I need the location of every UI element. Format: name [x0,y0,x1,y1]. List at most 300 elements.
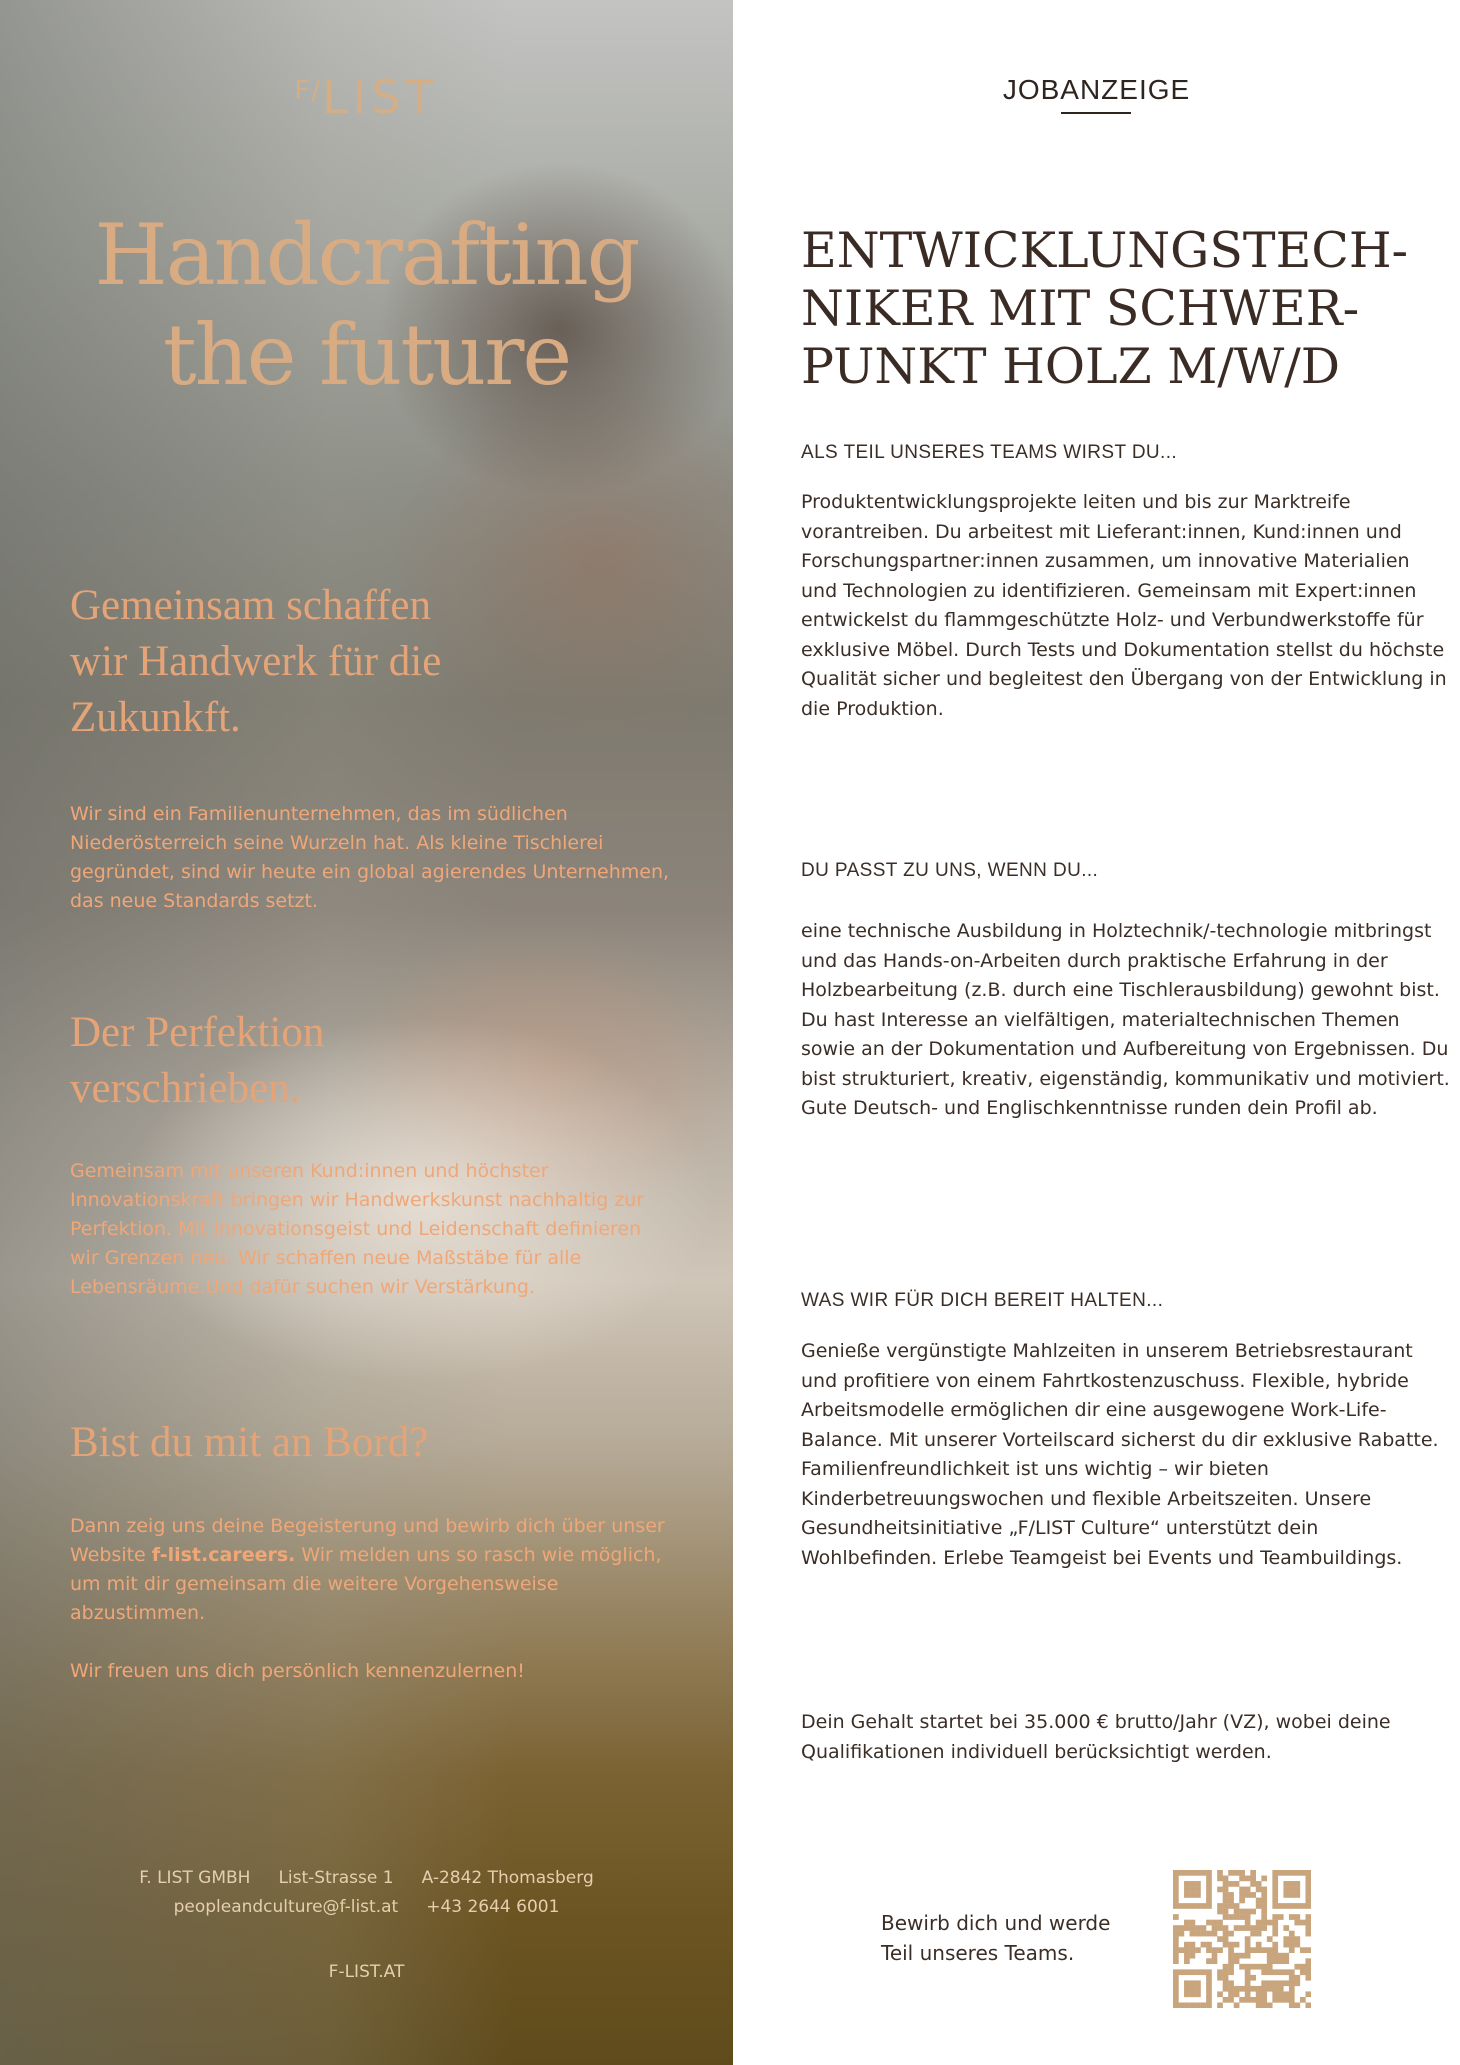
qr-module [1190,1986,1196,1992]
qr-module [1294,1980,1300,1986]
qr-module [1184,1870,1190,1876]
qr-module [1195,1969,1201,1975]
qr-module [1239,1898,1245,1904]
qr-module [1250,1876,1256,1882]
qr-module [1289,1870,1295,1876]
qr-module [1256,1931,1262,1937]
qr-module [1173,1986,1179,1992]
qr-module [1217,1870,1223,1876]
qr-module [1190,1881,1196,1887]
qr-module [1250,1909,1256,1915]
footer-url[interactable]: F-LIST.AT [328,1962,405,1982]
qr-module [1278,1991,1284,1997]
qr-module [1234,1953,1240,1959]
qr-module [1206,1892,1212,1898]
qr-module [1190,1980,1196,1986]
qr-module [1278,1870,1284,1876]
qr-module [1195,2002,1201,2008]
qr-module [1206,1870,1212,1876]
qr-module [1217,1947,1223,1953]
qr-module [1272,1980,1278,1986]
qr-module [1256,1920,1262,1926]
cta-text: Bewirb dich und werde Teil unseres Teams. [881,1911,1111,1965]
qr-module [1250,1986,1256,1992]
qr-module [1256,1986,1262,1992]
qr-module [1179,1870,1185,1876]
qr-module [1239,1870,1245,1876]
qr-module [1190,1887,1196,1893]
qr-module [1272,1925,1278,1931]
qr-module [1184,1925,1190,1931]
qr-module [1250,1975,1256,1981]
qr-module [1201,1925,1207,1931]
qr-module [1173,1914,1179,1920]
qr-module [1272,1942,1278,1948]
qr-module [1228,1903,1234,1909]
qr-module [1184,1991,1190,1997]
qr-module [1223,1986,1229,1992]
qr-module [1278,1958,1284,1964]
qr-module [1206,1969,1212,1975]
qr-module [1245,1964,1251,1970]
qr-module [1184,1958,1190,1964]
qr-module [1300,1920,1306,1926]
qr-module [1256,1964,1262,1970]
qr-module [1234,1914,1240,1920]
qr-module [1179,1903,1185,1909]
qr-module [1228,1898,1234,1904]
qr-module [1195,1903,1201,1909]
qr-module [1228,1953,1234,1959]
qr-module [1272,1887,1278,1893]
qr-module [1272,1892,1278,1898]
qr-module [1267,1920,1273,1926]
qr-module [1184,1969,1190,1975]
qr-module [1228,1958,1234,1964]
qr-module [1206,1975,1212,1981]
qr-module [1217,1887,1223,1893]
qr-module [1190,1969,1196,1975]
qr-module [1283,1942,1289,1948]
qr-module [1195,1887,1201,1893]
qr-module [1256,1991,1262,1997]
qr-module [1190,1931,1196,1937]
qr-module [1228,1947,1234,1953]
qr-module [1223,1975,1229,1981]
qr-module [1228,1997,1234,2003]
qr-module [1234,1881,1240,1887]
qr-module [1256,1925,1262,1931]
qr-module [1212,1958,1218,1964]
footer-company: F. LIST GMBH [139,1868,251,1888]
qr-module [1223,1909,1229,1915]
qr-module [1294,1936,1300,1942]
qr-module [1250,1925,1256,1931]
qr-module [1272,1958,1278,1964]
qr-module [1173,1980,1179,1986]
qr-module [1195,1991,1201,1997]
qr-module [1272,1881,1278,1887]
qr-module [1206,1898,1212,1904]
qr-module [1173,1975,1179,1981]
qr-module [1283,1997,1289,2003]
qr-module [1234,1870,1240,1876]
qr-module [1234,1991,1240,1997]
qr-module [1190,1953,1196,1959]
qr-module [1305,1892,1311,1898]
qr-module [1223,1881,1229,1887]
qr-module [1305,1925,1311,1931]
qr-module [1223,1887,1229,1893]
qr-module [1173,1876,1179,1882]
qr-module [1289,1942,1295,1948]
qr-module [1272,1903,1278,1909]
qr-module [1195,1980,1201,1986]
qr-module [1289,1997,1295,2003]
qr-module [1201,1931,1207,1937]
qr-module [1223,1925,1229,1931]
qr-module [1173,1953,1179,1959]
qr-module [1245,1909,1251,1915]
qr-module [1267,1980,1273,1986]
qr-module [1173,1881,1179,1887]
qr-module [1278,1953,1284,1959]
qr-module [1305,1969,1311,1975]
qr-module [1206,1931,1212,1937]
qr-module [1261,1997,1267,2003]
qr-module [1305,1898,1311,1904]
website-link[interactable]: f-list.careers. [151,1544,296,1566]
qr-module [1294,1870,1300,1876]
qr-module [1239,1887,1245,1893]
qr-module [1206,2002,1212,2008]
qr-module [1300,1964,1306,1970]
qr-module [1250,1892,1256,1898]
qr-module [1223,1892,1229,1898]
qr-module [1256,1881,1262,1887]
qr-module [1272,1986,1278,1992]
qr-module [1289,2002,1295,2008]
qr-module [1305,1947,1311,1953]
qr-module [1283,1953,1289,1959]
qr-module [1267,2002,1273,2008]
qr-module [1206,1876,1212,1882]
qr-module [1245,1980,1251,1986]
qr-module [1250,1870,1256,1876]
qr-module [1267,1947,1273,1953]
qr-module [1217,1991,1223,1997]
qr-module [1173,1942,1179,1948]
qr-module [1294,1903,1300,1909]
qr-module [1294,1975,1300,1981]
salary-text: Dein Gehalt startet bei 35.000 € brutto/Jahr (VZ), wobei deine Qualifikationen individuell berücksichtigt werden. [801,1711,1391,1763]
qr-module [1283,1903,1289,1909]
qr-module [1261,2002,1267,2008]
qr-module [1245,1997,1251,2003]
qr-module [1250,1931,1256,1937]
qr-module [1272,1870,1278,1876]
qr-module [1245,1986,1251,1992]
qr-module [1190,1920,1196,1926]
qr-module [1239,1876,1245,1882]
section3-heading: Bist du mit an Bord? [70,1419,429,1466]
qr-module [1228,1892,1234,1898]
qr-module [1294,1920,1300,1926]
qr-module [1283,1870,1289,1876]
qr-module [1261,1920,1267,1926]
qr-module [1206,1920,1212,1926]
qr-module [1173,1958,1179,1964]
qr-module [1239,1997,1245,2003]
qr-module [1272,1876,1278,1882]
qr-module [1206,1947,1212,1953]
qr-module [1173,1947,1179,1953]
qr-module [1261,1991,1267,1997]
qr-module [1179,2002,1185,2008]
qr-module [1228,1964,1234,1970]
qr-module [1206,1903,1212,1909]
qr-module [1278,1997,1284,2003]
qr-module [1228,1931,1234,1937]
qr-module [1294,1942,1300,1948]
qr-module [1289,1947,1295,1953]
qr-module [1256,2002,1262,2008]
qr-module [1256,1997,1262,2003]
footer-phone[interactable]: +43 2644 6001 [426,1897,560,1917]
qr-module [1267,1964,1273,1970]
qr-module [1217,1975,1223,1981]
qr-module [1173,2002,1179,2008]
qr-module [1289,1986,1295,1992]
qr-module [1245,1936,1251,1942]
qr-module [1245,1942,1251,1948]
qr-module [1289,1903,1295,1909]
qr-module [1245,1991,1251,1997]
qr-module [1278,1903,1284,1909]
benefits-heading: WAS WIR FÜR DICH BEREIT HALTEN... [801,1290,1164,1311]
qr-module [1223,1997,1229,2003]
qr-module [1234,2002,1240,2008]
qr-module [1179,1947,1185,1953]
qr-module [1300,1903,1306,1909]
qr-module [1245,1975,1251,1981]
qr-module [1261,1964,1267,1970]
qr-module [1217,1909,1223,1915]
qr-module [1261,1986,1267,1992]
qr-module [1305,1870,1311,1876]
qr-module [1223,1942,1229,1948]
qr-module [1261,1980,1267,1986]
qr-module [1217,1920,1223,1926]
qr-module [1206,1881,1212,1887]
qr-module [1300,1870,1306,1876]
qr-module [1212,1925,1218,1931]
qr-module [1201,1903,1207,1909]
qr-module [1173,1903,1179,1909]
footer-address-line [0,1863,733,1893]
qr-module [1267,1969,1273,1975]
qr-module [1283,1881,1289,1887]
qr-module [1201,1870,1207,1876]
qr-module [1173,1892,1179,1898]
footer-street: List-Strasse 1 [278,1868,394,1888]
qr-module [1278,1914,1284,1920]
qr-module [1179,1969,1185,1975]
qr-module [1206,1942,1212,1948]
qr-module [1217,1903,1223,1909]
benefits-body: Genieße vergünstigte Mahlzeiten in unserem Betriebsrestaurant und profitiere von einem Fahrtkostenzuschuss. Flexible, hybride Arbeitsmodelle ermöglichen dir eine ausgewogene Work-Life-Balance. Mit unserer Vorteilscard sicherst du dir exklusive Rabatte. Familienfreundlichkeit ist uns wichtig – wir bieten Kinderbetreuungswochen und flexible Arbeitszeiten. Unsere Gesundheitsinitiative „F/LIST Culture“ unterstützt dein Wohlbefinden. Erlebe Teamgeist bei Events und Teambuildings. [801,1340,1439,1569]
qr-module [1245,1887,1251,1893]
qr-module [1212,1947,1218,1953]
qr-module [1294,1964,1300,1970]
qr-module [1305,2002,1311,2008]
qr-module [1190,1942,1196,1948]
qr-module [1267,1936,1273,1942]
qr-module [1305,1975,1311,1981]
qr-module [1184,1881,1190,1887]
qr-module [1245,1969,1251,1975]
qr-module [1206,1958,1212,1964]
qr-module [1195,1881,1201,1887]
qr-module [1223,1914,1229,1920]
qr-module [1239,1964,1245,1970]
qr-module [1267,1958,1273,1964]
qr-module [1223,1876,1229,1882]
section1-heading: Gemeinsam schaffen wir Handwerk für die Zukunkft. [70,582,442,741]
qr-module [1212,1931,1218,1937]
tasks-heading: ALS TEIL UNSERES TEAMS WIRST DU... [801,442,1178,463]
qr-module [1245,1947,1251,1953]
qr-module [1201,1969,1207,1975]
qr-module [1234,1925,1240,1931]
qr-module [1190,1991,1196,1997]
qr-module [1239,1986,1245,1992]
qr-module [1289,1892,1295,1898]
qr-module [1294,2002,1300,2008]
qr-module [1294,1881,1300,1887]
qr-module [1228,1942,1234,1948]
qr-module [1184,1942,1190,1948]
qr-module [1272,1991,1278,1997]
qr-module [1261,1947,1267,1953]
qr-module [1261,1892,1267,1898]
qr-module [1245,1914,1251,1920]
qr-module [1195,1947,1201,1953]
qr-module [1228,1980,1234,1986]
qr-module [1272,1969,1278,1975]
qr-module [1223,1903,1229,1909]
qr-module [1261,1903,1267,1909]
section1-body: Wir sind ein Familienunternehmen, das im südlichen Niederösterreich seine Wurzeln hat. Als kleine Tischlerei gegründet, sind wir heute ein global agierendes Unternehmen, das neue Standards setzt. [70,803,670,912]
qr-module [1184,1892,1190,1898]
qr-module [1250,1964,1256,1970]
qr-module [1272,1920,1278,1926]
qr-module [1283,1925,1289,1931]
qr-module [1289,1881,1295,1887]
right-panel [733,0,1460,2065]
qr-module [1250,1881,1256,1887]
qr-module [1217,1969,1223,1975]
qr-module [1278,1986,1284,1992]
qr-module [1184,1903,1190,1909]
qr-module [1206,1986,1212,1992]
qr-module [1305,1931,1311,1937]
qr-module [1261,1909,1267,1915]
qr-module [1223,1898,1229,1904]
qr-module [1261,1914,1267,1920]
qr-module [1195,1925,1201,1931]
tag-underline [1061,112,1131,114]
qr-module [1173,1925,1179,1931]
qr-module [1294,1887,1300,1893]
qr-module [1173,1997,1179,2003]
qr-module [1289,1980,1295,1986]
qr-module [1289,1914,1295,1920]
footer-email[interactable]: peopleandculture@f-list.at [173,1897,399,1917]
qr-module [1283,1958,1289,1964]
qr-module [1173,1991,1179,1997]
qr-module [1256,1887,1262,1893]
qr-module [1195,1986,1201,1992]
qr-module [1278,1980,1284,1986]
qr-module [1239,1909,1245,1915]
qr-module [1305,1958,1311,1964]
qr-module [1305,1881,1311,1887]
qr-module [1223,1964,1229,1970]
qr-module [1300,1947,1306,1953]
qr-module [1184,1920,1190,1926]
qr-module [1206,1887,1212,1893]
qr-module [1278,1969,1284,1975]
qr-module [1228,1870,1234,1876]
qr-module [1190,1870,1196,1876]
qr-module [1212,1920,1218,1926]
qr-module [1300,1997,1306,2003]
qr-module [1212,1953,1218,1959]
qr-module [1289,1991,1295,1997]
qr-module [1234,1903,1240,1909]
qr-module [1223,1931,1229,1937]
qr-module [1173,1887,1179,1893]
requirements-heading: DU PASST ZU UNS, WENN DU... [801,860,1099,881]
qr-module [1223,1980,1229,1986]
qr-module [1245,1892,1251,1898]
qr-module [1256,1903,1262,1909]
qr-module [1305,1887,1311,1893]
qr-module [1261,1887,1267,1893]
qr-module [1190,1947,1196,1953]
qr-module [1228,1991,1234,1997]
qr-code[interactable] [1173,1870,1311,2008]
qr-module [1272,1997,1278,2003]
qr-module [1256,1942,1262,1948]
qr-module [1173,1931,1179,1937]
qr-module [1289,1887,1295,1893]
qr-module [1272,1914,1278,1920]
qr-module [1289,1931,1295,1937]
qr-module [1217,1876,1223,1882]
qr-module [1283,1936,1289,1942]
qr-module [1184,1953,1190,1959]
qr-module [1173,1969,1179,1975]
qr-module [1239,1925,1245,1931]
qr-module [1228,1881,1234,1887]
qr-module [1267,1986,1273,1992]
qr-module [1228,1914,1234,1920]
qr-module [1305,1914,1311,1920]
qr-module [1283,1969,1289,1975]
footer-contact-line [0,1892,733,1922]
